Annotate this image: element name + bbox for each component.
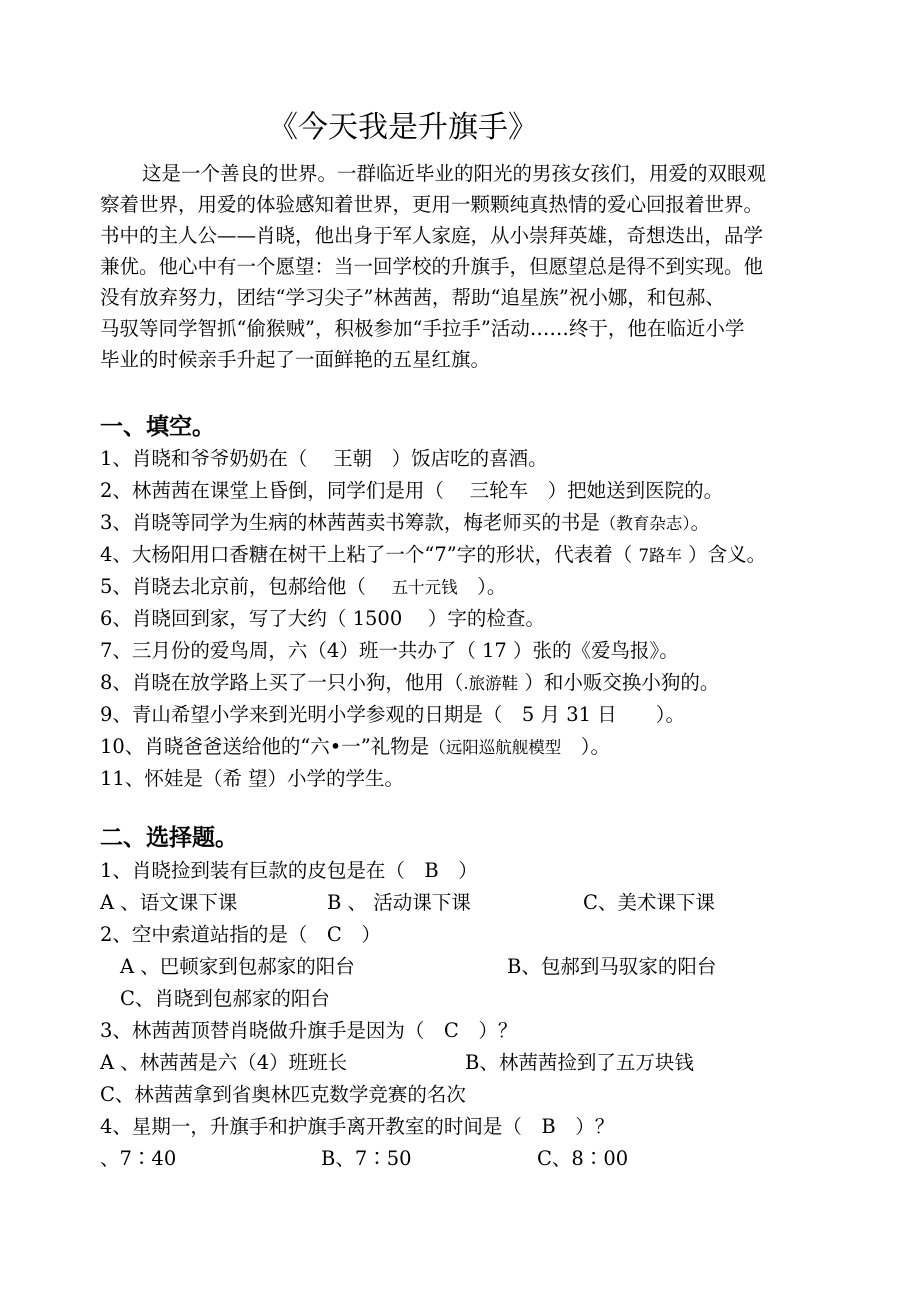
question-text: 5、肖晓去北京前，包郝给他（ — [100, 575, 392, 598]
intro-paragraph — [100, 158, 830, 375]
fill-question-9: 9、青山希望小学来到光明小学参观的日期是（ 5 月 31 日 ）。 — [100, 703, 685, 726]
page-title: 《今天我是升旗手》 — [268, 110, 538, 145]
answer-text: .旅游鞋 — [463, 674, 519, 693]
answer-text: 7路车 — [638, 546, 682, 565]
choice-option-c: C、肖晓到包郝家的阳台 — [120, 987, 330, 1010]
fill-question-5 — [100, 572, 506, 603]
intro-line: 没有放弃努力，团结“学习尖子”林茜茜，帮助“追星族”祝小娜，和包郝、 — [100, 286, 725, 309]
fill-question-3 — [100, 508, 710, 539]
fill-question-4 — [100, 540, 766, 571]
intro-line: 察着世界，用爱的体验感知着世界，更用一颗颗纯真热情的爱心回报着世界。 — [100, 193, 764, 216]
choice-option-b: B、7∶50 — [321, 1147, 412, 1170]
question-text: ）。 — [457, 575, 507, 598]
question-text: ）和小贩交换小狗的。 — [518, 671, 720, 694]
choice-option-c: C、8∶00 — [537, 1147, 629, 1170]
intro-line: 这是一个善良的世界。一群临近毕业的阳光的男孩女孩们，用爱的双眼观 — [142, 162, 767, 185]
question-text: 8、肖晓在放学路上买了一只小狗，他用（ — [100, 671, 464, 694]
choice-question-2: 2、空中索道站指的是（ C ） — [100, 923, 381, 946]
choice-option-c: C、林茜茜拿到省奥林匹克数学竞赛的名次 — [100, 1083, 466, 1106]
question-text: 3、肖晓等同学为生病的林茜茜卖书筹款，梅老师买的书是 — [100, 511, 600, 534]
choice-option-a: A 、林茜茜是六（4）班班长 — [100, 1051, 348, 1074]
fill-question-6: 6、肖晓回到家，写了大约（ 1500 ）字的检查。 — [100, 607, 545, 630]
choice-option-b: B、林茜茜捡到了五万块钱 — [465, 1051, 694, 1074]
question-text: 4、大杨阳用口香糖在树干上粘了一个“7”字的形状，代表着（ — [100, 543, 639, 566]
fill-question-10 — [100, 732, 610, 763]
choice-question-4: 4、星期一，升旗手和护旗手离开教室的时间是（ B ）？ — [100, 1115, 615, 1138]
question-text: ）。 — [561, 735, 611, 758]
question-text: ）含义。 — [681, 543, 767, 566]
fill-question-11: 11、怀娃是（希 望）小学的学生。 — [100, 767, 405, 790]
question-text: 。 — [690, 511, 711, 534]
intro-line: 书中的主人公——肖晓，他出身于军人家庭，从小崇拜英雄，奇想迭出，品学 — [100, 224, 764, 247]
answer-text: （教育杂志） — [599, 514, 691, 533]
choice-option-a: A 、巴顿家到包郝家的阳台 — [120, 955, 355, 978]
choice-option-c: C、美术课下课 — [583, 891, 715, 914]
choice-option-a: 、7∶40 — [100, 1147, 177, 1170]
intro-line: 兼优。他心中有一个愿望：当一回学校的升旗手，但愿望总是得不到实现。他 — [100, 255, 764, 278]
fill-section-heading: 一、填空。 — [100, 414, 215, 440]
intro-line: 马驭等同学智抓“偷猴贼”，积极参加“手拉手”活动……终于，他在临近小学 — [100, 317, 745, 340]
fill-question-8 — [100, 668, 719, 699]
choice-option-a: A 、语文课下课 — [100, 891, 238, 914]
fill-question-7: 7、三月份的爱鸟周，六（4）班一共办了（ 17 ）张的《爱鸟报》。 — [100, 639, 679, 662]
fill-question-1: 1、肖晓和爷爷奶奶在（ 王朝 ）饭店吃的喜酒。 — [100, 447, 548, 470]
fill-question-2: 2、林茜茜在课堂上昏倒，同学们是用（ 三轮车 ）把她送到医院的。 — [100, 479, 724, 502]
choice-section-heading: 二、选择题。 — [100, 825, 238, 851]
question-text: 10、肖晓爸爸送给他的“六•一”礼物是 — [100, 735, 430, 758]
answer-text: 五十元钱 — [391, 578, 458, 597]
choice-question-3: 3、林茜茜顶替肖晓做升旗手是因为（ C ）？ — [100, 1019, 518, 1042]
choice-option-b: B、包郝到马驭家的阳台 — [507, 955, 717, 978]
intro-line: 毕业的时候亲手升起了一面鲜艳的五星红旗。 — [100, 348, 491, 371]
choice-option-b: B 、 活动课下课 — [327, 891, 471, 914]
answer-text: （远阳巡航舰模型 — [429, 738, 562, 757]
choice-question-1: 1、肖晓捡到装有巨款的皮包是在（ B ） — [100, 859, 478, 882]
